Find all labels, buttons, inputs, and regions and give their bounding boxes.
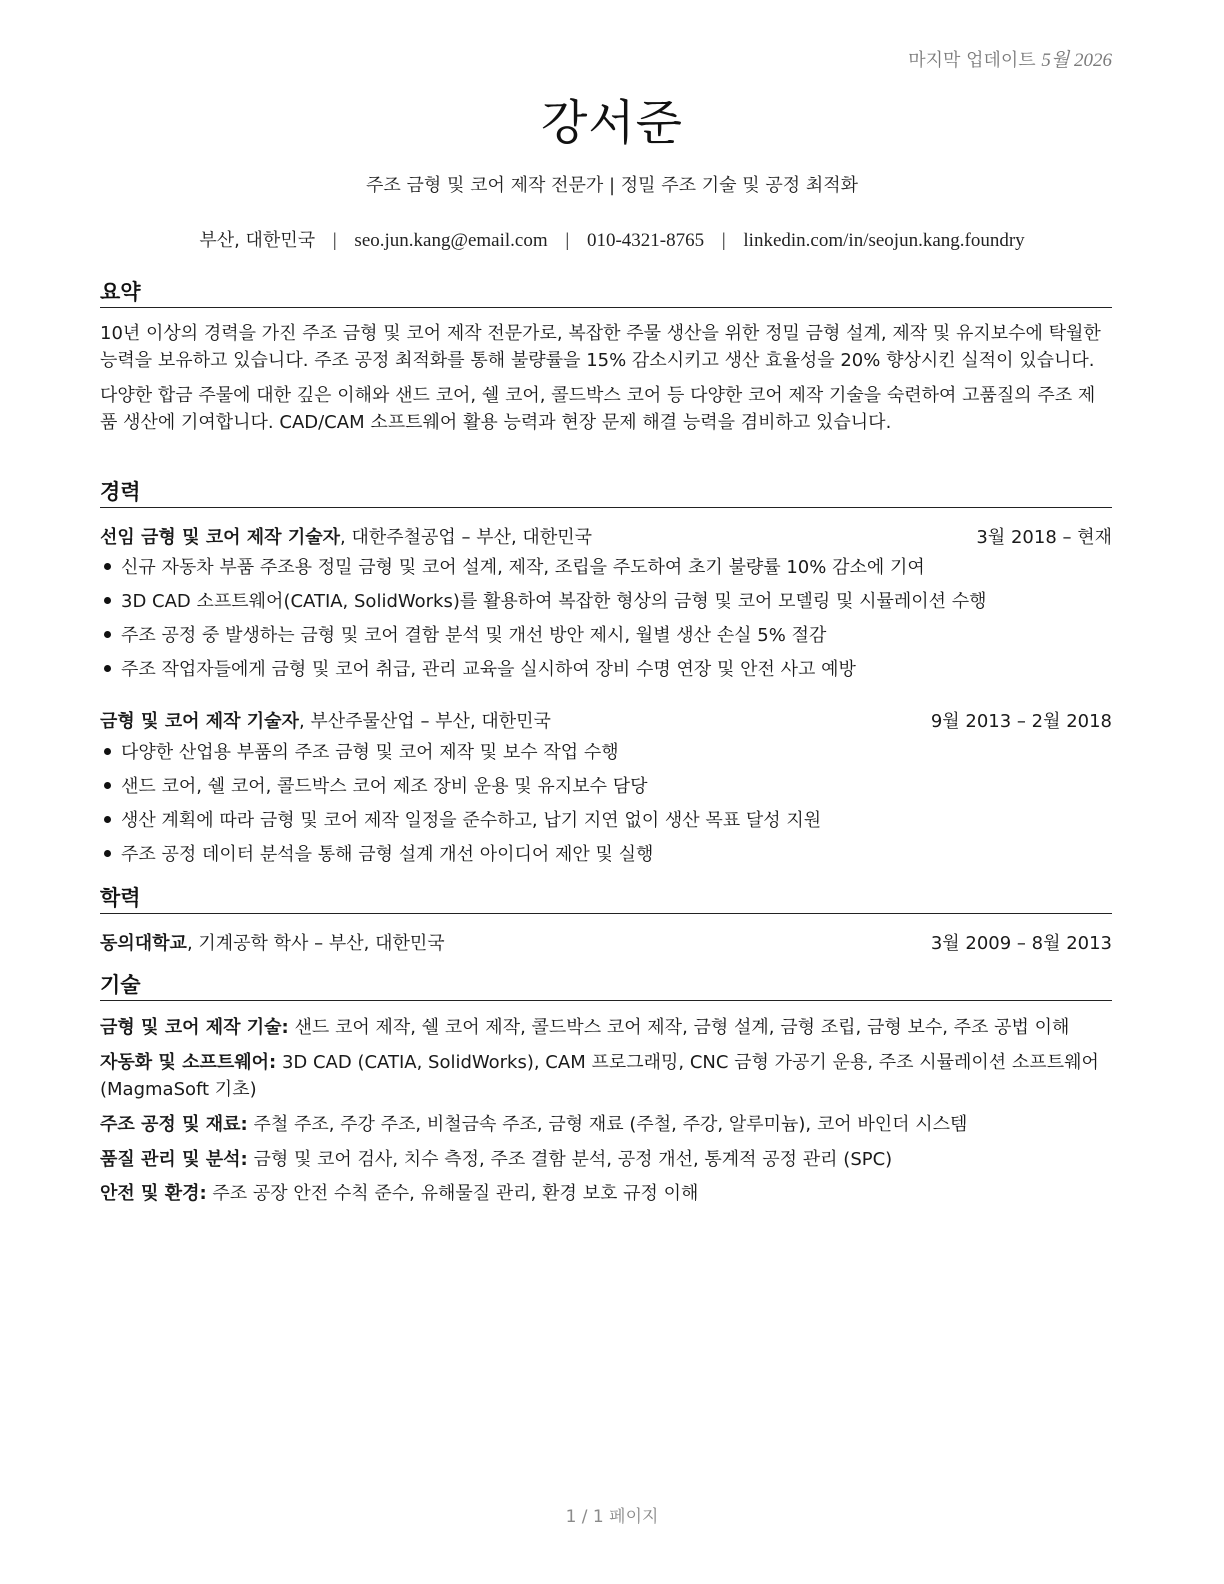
job-heading — [100, 523, 1112, 549]
education-section — [100, 885, 1112, 914]
last-updated-date: 5월 2026 — [1041, 50, 1112, 71]
contact-line — [0, 226, 1224, 252]
skill-item — [100, 1049, 1112, 1103]
skill-label: 주조 공정 및 재료: — [100, 1114, 248, 1135]
skill-text: 샌드 코어 제작, 쉘 코어 제작, 콜드박스 코어 제작, 금형 설계, 금형 조립, 금형 보수, 주조 공법 이해 — [288, 1017, 1070, 1038]
skill-label: 자동화 및 소프트웨어: — [100, 1052, 277, 1073]
education-school: 동의대학교 — [100, 933, 187, 954]
job-bullet: 주조 공정 데이터 분석을 통해 금형 설계 개선 아이디어 제안 및 실행 — [104, 840, 1112, 866]
job-bullet: 주조 공정 중 발생하는 금형 및 코어 결함 분석 및 개선 방안 제시, 월별 생산 손실 5% 절감 — [104, 621, 1112, 647]
job-dates: 9월 2013 – 2월 2018 — [930, 711, 1112, 732]
job-heading — [100, 707, 1112, 733]
job-bullet: 샌드 코어, 쉘 코어, 콜드박스 코어 제조 장비 운용 및 유지보수 담당 — [104, 772, 1112, 798]
contact-linkedin[interactable]: linkedin.com/in/seojun.kang.foundry — [743, 230, 1025, 251]
job-bullet: 신규 자동차 부품 주조용 정밀 금형 및 코어 설계, 제작, 조립을 주도하여 초기 불량률 10% 감소에 기여 — [104, 553, 1112, 579]
skill-item — [100, 1180, 1112, 1207]
job-bullet: 생산 계획에 따라 금형 및 코어 제작 일정을 준수하고, 납기 지연 없이 생산 목표 달성 지원 — [104, 806, 1112, 832]
section-title-experience: 경력 — [100, 479, 1112, 508]
skill-item — [100, 1014, 1112, 1041]
job-bullet: 3D CAD 소프트웨어(CATIA, SolidWorks)를 활용하여 복잡한 형상의 금형 및 코어 모델링 및 시뮬레이션 수행 — [104, 587, 1112, 613]
summary-section — [100, 279, 1112, 436]
separator: | — [721, 230, 726, 251]
skill-label: 금형 및 코어 제작 기술: — [100, 1017, 289, 1038]
skill-label: 품질 관리 및 분석: — [100, 1149, 248, 1170]
job-role: 금형 및 코어 제작 기술자 — [100, 711, 299, 732]
experience-section — [100, 479, 1112, 508]
skill-label: 안전 및 환경: — [100, 1183, 207, 1204]
summary-paragraph-1: 10년 이상의 경력을 가진 주조 금형 및 코어 제작 전문가로, 복잡한 주물 생산을 위한 정밀 금형 설계, 제작 및 유지보수에 탁월한 능력을 보유하고 있습니다. 주조 공정 최적화를 통해 불량률을 15% 감소시키고 생산 효율성을 20% 향상시킨 실적이 있습니다. — [100, 323, 1101, 371]
page-number: 1 / 1 페이지 — [565, 1507, 659, 1527]
skills-section — [100, 972, 1112, 1001]
education-dates: 3월 2009 – 8월 2013 — [930, 933, 1112, 954]
job-role: 선임 금형 및 코어 제작 기술자 — [100, 527, 340, 548]
job-bullet: 다양한 산업용 부품의 주조 금형 및 코어 제작 및 보수 작업 수행 — [104, 738, 1112, 764]
skill-text: 주조 공장 안전 수칙 준수, 유해물질 관리, 환경 보호 규정 이해 — [206, 1183, 699, 1204]
contact-phone[interactable]: 010-4321-8765 — [586, 230, 705, 251]
skill-text: 금형 및 코어 검사, 치수 측정, 주조 결함 분석, 공정 개선, 통계적 공정 관리 (SPC) — [247, 1149, 893, 1170]
separator: | — [565, 230, 570, 251]
section-title-skills: 기술 — [100, 972, 1112, 1001]
section-title-education: 학력 — [100, 885, 1112, 914]
separator: | — [332, 230, 337, 251]
section-title-summary: 요약 — [100, 279, 1112, 308]
headline: 주조 금형 및 코어 제작 전문가 | 정밀 주조 기술 및 공정 최적화 — [365, 175, 859, 196]
education-entry — [100, 929, 1112, 955]
skill-text: 3D CAD (CATIA, SolidWorks), CAM 프로그래밍, CNC 금형 가공기 운용, 주조 시뮬레이션 소프트웨어 (MagmaSoft 기초) — [100, 1052, 1099, 1100]
job-bullet: 주조 작업자들에게 금형 및 코어 취급, 관리 교육을 실시하여 장비 수명 연장 및 안전 사고 예방 — [104, 655, 1112, 681]
job-company: , 부산주물산업 – 부산, 대한민국 — [298, 711, 551, 732]
contact-location: 부산, 대한민국 — [199, 230, 316, 251]
last-updated — [908, 45, 1112, 72]
skill-item — [100, 1111, 1112, 1138]
job-company: , 대한주철공업 – 부산, 대한민국 — [340, 527, 592, 548]
education-detail: , 기계공학 학사 – 부산, 대한민국 — [186, 933, 445, 954]
job-dates: 3월 2018 – 현재 — [976, 527, 1112, 548]
contact-email[interactable]: seo.jun.kang@email.com — [354, 230, 548, 251]
candidate-name: 강서준 — [540, 95, 684, 151]
last-updated-label: 마지막 업데이트 — [908, 50, 1036, 71]
skill-text: 주철 주조, 주강 주조, 비철금속 주조, 금형 재료 (주철, 주강, 알루미늄), 코어 바인더 시스템 — [247, 1114, 968, 1135]
skill-item — [100, 1146, 1112, 1173]
summary-paragraph-2: 다양한 합금 주물에 대한 깊은 이해와 샌드 코어, 쉘 코어, 콜드박스 코어 등 다양한 코어 제작 기술을 숙련하여 고품질의 주조 제품 생산에 기여합니다. CAD/CAM 소프트웨어 활용 능력과 현장 문제 해결 능력을 겸비하고 있습니다. — [100, 385, 1096, 433]
